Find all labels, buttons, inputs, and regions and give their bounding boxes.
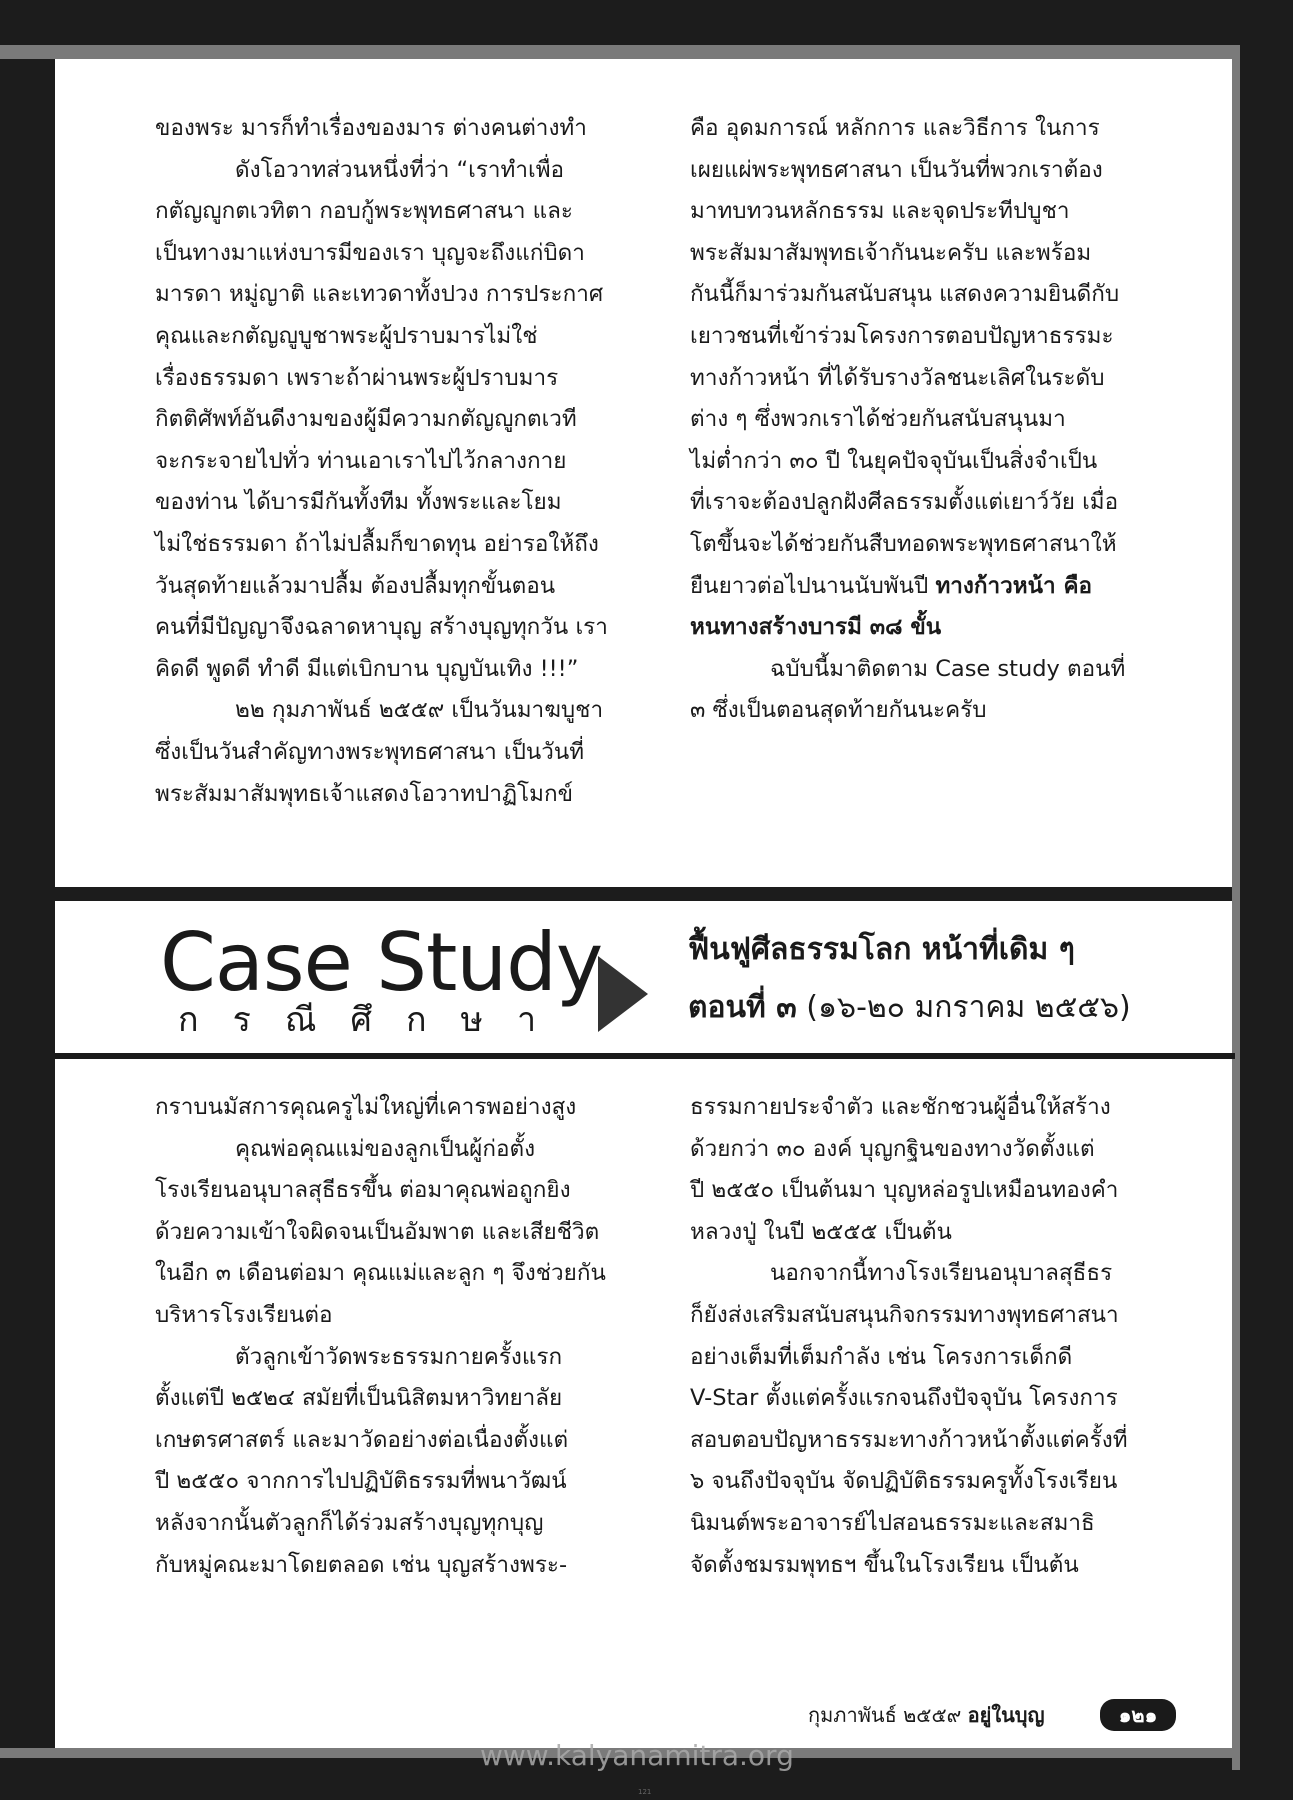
line-text: ดังโอวาทส่วนหนึ่งที่ว่า “เราทำเพื่อ <box>235 156 565 183</box>
text-line <box>155 1295 642 1337</box>
text-line <box>155 150 642 192</box>
text-line <box>155 1253 642 1295</box>
line-text: คุณและกตัญญูบูชาพระผู้ปราบมารไม่ใช่ <box>155 322 538 349</box>
text-line <box>690 399 1170 441</box>
text-line <box>690 1170 1170 1212</box>
text-line <box>155 399 642 441</box>
line-bold-text: หนทางสร้างบารมี ๓๘ ขั้น <box>690 614 942 641</box>
line-text: เยาวชนที่เข้าร่วมโครงการตอบปัญหาธรรมะ <box>690 322 1114 349</box>
line-text: พระสัมมาสัมพุทธเจ้าแสดงโอวาทปาฏิโมกข์ <box>155 780 573 807</box>
line-text: ไม่ต่ำกว่า ๓๐ ปี ในยุคปัจจุบันเป็นสิ่งจำเป็น <box>690 447 1098 474</box>
line-text: ๒๒ กุมภาพันธ์ ๒๕๕๙ เป็นวันมาฆบูชา <box>235 697 604 724</box>
line-text: เรื่องธรรมดา เพราะถ้าผ่านพระผู้ปราบมาร <box>155 364 559 391</box>
text-line <box>690 1129 1170 1171</box>
line-text: ด้วยความเข้าใจผิดจนเป็นอัมพาต และเสียชีวิต <box>155 1218 600 1245</box>
line-text: ปี ๒๕๕๐ เป็นต้นมา บุญหล่อรูปเหมือนทองคำ <box>690 1177 1119 1204</box>
line-text: ๓ ซึ่งเป็นตอนสุดท้ายกันนะครับ <box>690 697 987 724</box>
text-line <box>155 566 642 608</box>
article-headline: ฟื้นฟูศีลธรรมโลก หน้าที่เดิม ๆ <box>688 932 1075 967</box>
text-line <box>690 1420 1170 1462</box>
line-text: กราบนมัสการคุณครูไม่ใหญ่ที่เคารพอย่างสูง <box>155 1094 577 1120</box>
text-line <box>155 108 642 150</box>
line-text: เกษตรศาสตร์ และมาวัดอย่างต่อเนื่องตั้งแต่ <box>155 1426 569 1453</box>
top-frame-bar <box>0 45 1240 59</box>
line-text: ปี ๒๕๕๐ จากการไปปฏิบัติธรรมที่พนาวัฒน์ <box>155 1468 567 1495</box>
text-line <box>155 316 642 358</box>
line-text: ด้วยกว่า ๓๐ องค์ บุญกฐินของทางวัดตั้งแต่ <box>690 1135 1095 1162</box>
line-bold-text: ทางก้าวหน้า คือ <box>935 572 1093 599</box>
line-text: ของท่าน ได้บารมีกันทั้งทีม ทั้งพระและโยม <box>155 489 562 516</box>
case-study-subtitle: กรณีศึกษา <box>178 1000 571 1040</box>
article-episode <box>688 986 1131 1030</box>
text-line <box>155 524 642 566</box>
line-text: เป็นทางมาแห่งบารมีของเรา บุญจะถึงแก่บิดา <box>155 239 585 266</box>
text-line <box>155 690 642 732</box>
line-text: ซึ่งเป็นวันสำคัญทางพระพุทธศาสนา เป็นวันที่ <box>155 738 585 765</box>
line-text: ทางก้าวหน้า ที่ได้รับรางวัลชนะเลิศในระดับ <box>690 364 1105 391</box>
line-text: ธรรมกายประจำตัว และชักชวนผู้อื่นให้สร้าง <box>690 1094 1111 1120</box>
line-text: ก็ยังส่งเสริมสนับสนุนกิจกรรมทางพุทธศาสนา <box>690 1301 1119 1328</box>
line-text: จัดตั้งชมรมพุทธฯ ขึ้นในโรงเรียน เป็นต้น <box>690 1551 1079 1578</box>
line-text: ฉบับนี้มาติดตาม Case study ตอนที่ <box>770 655 1126 682</box>
line-text: เผยแผ่พระพุทธศาสนา เป็นวันที่พวกเราต้อง <box>690 156 1103 183</box>
line-text: กิตติศัพท์อันดีงามของผู้มีความกตัญญูกตเวที <box>155 406 577 433</box>
line-text: โรงเรียนอนุบาลสุธีธรขึ้น ต่อมาคุณพ่อถูกยิง <box>155 1177 571 1204</box>
text-line <box>690 233 1170 275</box>
text-line <box>155 607 642 649</box>
line-text: ต่าง ๆ ซึ่งพวกเราได้ช่วยกันสนับสนุนมา <box>690 406 1066 433</box>
text-line <box>155 1461 642 1503</box>
line-text: หลังจากนั้นตัวลูกก็ได้ร่วมสร้างบุญทุกบุญ <box>155 1509 544 1536</box>
line-text: ยืนยาวต่อไปนานนับพันปี <box>690 572 936 599</box>
line-text: กันนี้ก็มาร่วมกันสนับสนุน แสดงความยินดีกับ <box>690 281 1120 308</box>
text-line <box>155 1378 642 1420</box>
line-text: คนที่มีปัญญาจึงฉลาดหาบุญ สร้างบุญทุกวัน เรา <box>155 614 608 641</box>
line-text: โตขึ้นจะได้ช่วยกันสืบทอดพระพุทธศาสนาให้ <box>690 530 1117 557</box>
text-line <box>155 1212 642 1254</box>
text-line <box>690 150 1170 192</box>
case-study-title: Case Study <box>160 916 603 1009</box>
line-text: นิมนต์พระอาจารย์ไปสอนธรรมะและสมาธิ <box>690 1509 1095 1536</box>
right-frame-bar <box>1232 45 1240 1770</box>
line-text: ในอีก ๓ เดือนต่อมา คุณแม่และลูก ๆ จึงช่วยกัน <box>155 1260 606 1287</box>
line-text: จะกระจายไปทั่ว ท่านเอาเราไปไว้กลางกาย <box>155 447 567 474</box>
text-line <box>690 1212 1170 1254</box>
line-text: อย่างเต็มที่เต็มกำลัง เช่น โครงการเด็กดี <box>690 1343 1073 1370</box>
header-divider <box>55 1053 1235 1059</box>
line-text: ตัวลูกเข้าวัดพระธรรมกายครั้งแรก <box>235 1343 563 1370</box>
text-line <box>690 649 1170 691</box>
line-text: บริหารโรงเรียนต่อ <box>155 1301 333 1328</box>
line-text: คุณพ่อคุณแม่ของลูกเป็นผู้ก่อตั้ง <box>235 1135 536 1162</box>
text-line <box>155 732 642 774</box>
line-text: คือ อุดมการณ์ หลักการ และวิธีการ ในการ <box>690 115 1100 141</box>
line-text: ๖ จนถึงปัจจุบัน จัดปฏิบัติธรรมครูทั้งโรงเรียน <box>690 1468 1118 1495</box>
line-text: คิดดี พูดดี ทำดี มีแต่เบิกบาน บุญบันเทิง !!!” <box>155 655 579 682</box>
bottom-left-column <box>155 1087 642 1586</box>
line-text: หลวงปู่ ในปี ๒๕๕๕ เป็นต้น <box>690 1218 952 1245</box>
play-triangle-icon <box>598 956 648 1032</box>
text-line <box>690 1087 1170 1129</box>
text-line <box>155 441 642 483</box>
text-line <box>690 690 1170 732</box>
text-line <box>690 1253 1170 1295</box>
text-line <box>155 482 642 524</box>
line-text: กับหมู่คณะมาโดยตลอด เช่น บุญสร้างพระ- <box>155 1551 568 1578</box>
text-line <box>690 358 1170 400</box>
text-line <box>155 233 642 275</box>
episode-dates: (๑๖-๒๐ มกราคม ๒๕๕๖) <box>796 990 1131 1025</box>
footer-date: กุมภาพันธ์ ๒๕๕๙ <box>808 1703 968 1727</box>
text-line <box>690 191 1170 233</box>
line-text: ตั้งแต่ปี ๒๕๒๔ สมัยที่เป็นนิสิตมหาวิทยาลัย <box>155 1385 563 1412</box>
text-line <box>690 1295 1170 1337</box>
text-line <box>690 607 1170 649</box>
text-line <box>155 191 642 233</box>
text-line <box>690 524 1170 566</box>
text-line <box>690 1461 1170 1503</box>
episode-label: ตอนที่ ๓ <box>688 990 797 1025</box>
line-text: ที่เราจะต้องปลูกฝังศีลธรรมตั้งแต่เยาว์วัย เมื่อ <box>690 489 1119 516</box>
text-line <box>690 108 1170 150</box>
line-text: ของพระ มารก็ทำเรื่องของมาร ต่างคนต่างทำ <box>155 115 587 141</box>
text-line <box>690 316 1170 358</box>
line-text: ไม่ใช่ธรรมดา ถ้าไม่ปลื้มก็ขาดทุน อย่ารอให้ถึง <box>155 530 599 557</box>
text-line <box>690 1378 1170 1420</box>
top-right-column <box>690 108 1170 732</box>
footer-issue <box>808 1700 1045 1730</box>
text-line <box>690 482 1170 524</box>
text-line <box>155 1129 642 1171</box>
text-line <box>155 649 642 691</box>
bottom-right-column <box>690 1087 1170 1586</box>
line-text: สอบตอบปัญหาธรรมะทางก้าวหน้าตั้งแต่ครั้งที่ <box>690 1426 1128 1453</box>
footer-magazine: อยู่ในบุญ <box>967 1703 1045 1727</box>
text-line <box>690 274 1170 316</box>
text-line <box>155 358 642 400</box>
line-text: พระสัมมาสัมพุทธเจ้ากันนะครับ และพร้อม <box>690 239 1092 266</box>
line-text: มาทบทวนหลักธรรม และจุดประทีปบูชา <box>690 198 1070 225</box>
text-line <box>155 1337 642 1379</box>
text-line <box>155 1170 642 1212</box>
page-number-badge: ๑๒๑ <box>1100 1699 1176 1731</box>
line-text: นอกจากนี้ทางโรงเรียนอนุบาลสุธีธร <box>770 1260 1113 1287</box>
text-line <box>690 1545 1170 1587</box>
text-line <box>155 274 642 316</box>
line-text: V-Star ตั้งแต่ครั้งแรกจนถึงปัจจุบัน โครงการ <box>690 1385 1118 1412</box>
watermark: www.kalyanamitra.org <box>480 1739 794 1772</box>
line-text: กตัญญูกตเวทิตา กอบกู้พระพุทธศาสนา และ <box>155 198 573 225</box>
text-line <box>690 1503 1170 1545</box>
line-text: มารดา หมู่ญาติ และเทวดาทั้งปวง การประกาศ <box>155 281 604 308</box>
text-line <box>155 1545 642 1587</box>
top-left-column <box>155 108 642 815</box>
text-line <box>690 441 1170 483</box>
text-line <box>690 1337 1170 1379</box>
tiny-page-number: 121 <box>638 1788 652 1796</box>
line-text: วันสุดท้ายแล้วมาปลื้ม ต้องปลื้มทุกขั้นตอน <box>155 572 556 599</box>
text-line <box>155 774 642 816</box>
text-line <box>155 1087 642 1129</box>
text-line <box>690 566 1170 608</box>
text-line <box>155 1420 642 1462</box>
text-line <box>155 1503 642 1545</box>
